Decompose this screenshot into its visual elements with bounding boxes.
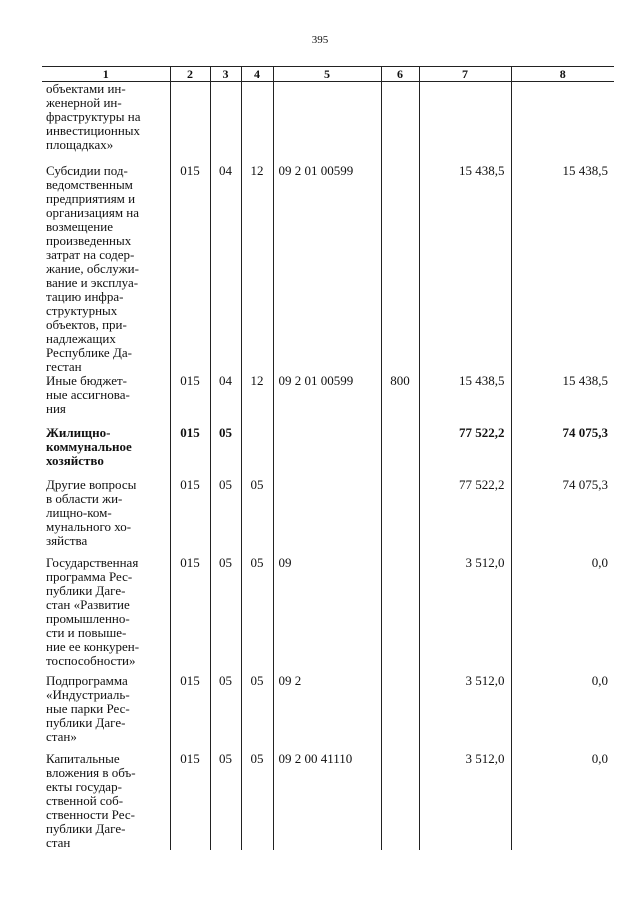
- row-name-text: Иные бюджет- ные ассигнова- ния: [46, 372, 130, 416]
- header-col-1: 1: [42, 67, 170, 82]
- row-amount-year1: 3 512,0: [419, 556, 511, 674]
- header-col-6: 6: [381, 67, 419, 82]
- row-name: [42, 752, 170, 850]
- row-amount-year2: 15 438,5: [511, 374, 614, 426]
- header-col-4: 4: [241, 67, 273, 82]
- row-ministry-code: 015: [170, 556, 210, 674]
- row-section-code: [210, 82, 241, 164]
- row-ministry-code: 015: [170, 426, 210, 478]
- row-expense-type: 800: [381, 374, 419, 426]
- row-amount-year2: 0,0: [511, 752, 614, 850]
- row-section-code: 05: [210, 426, 241, 478]
- header-col-2: 2: [170, 67, 210, 82]
- row-subsection-code: [241, 82, 273, 164]
- page-number: 395: [311, 34, 329, 46]
- header-col-5: 5: [273, 67, 381, 82]
- row-ministry-code: 015: [170, 374, 210, 426]
- table-row: [42, 752, 614, 850]
- table-row: [42, 82, 614, 164]
- table-body: [42, 82, 614, 850]
- row-amount-year1: 77 522,2: [419, 478, 511, 556]
- budget-table: [42, 66, 614, 850]
- row-name: [42, 674, 170, 752]
- row-ministry-code: 015: [170, 674, 210, 752]
- row-expense-type: [381, 674, 419, 752]
- row-ministry-code: [170, 82, 210, 164]
- row-section-code: 05: [210, 752, 241, 850]
- row-amount-year1: 77 522,2: [419, 426, 511, 478]
- row-expense-type: [381, 556, 419, 674]
- row-amount-year1: 15 438,5: [419, 164, 511, 374]
- row-section-code: 04: [210, 374, 241, 426]
- row-subsection-code: [241, 426, 273, 478]
- row-name: [42, 426, 170, 478]
- table-row: [42, 426, 614, 478]
- row-ministry-code: 015: [170, 752, 210, 850]
- row-amount-year1: 3 512,0: [419, 752, 511, 850]
- row-target-code: 09: [273, 556, 381, 674]
- header-col-3: 3: [210, 67, 241, 82]
- table-row: [42, 674, 614, 752]
- row-target-code: [273, 478, 381, 556]
- table-header: [42, 67, 614, 82]
- row-name-text: Другие вопросы в области жи- лищно-ком- мунального хо- зяйства: [46, 476, 137, 548]
- row-name-text: Подпрограмма «Индустриаль- ные парки Рес- публики Даге- стан»: [46, 672, 130, 744]
- row-name: [42, 478, 170, 556]
- row-amount-year2: 0,0: [511, 556, 614, 674]
- row-amount-year1: 15 438,5: [419, 374, 511, 426]
- row-target-code: 09 2 01 00599: [273, 374, 381, 426]
- table-row: [42, 556, 614, 674]
- row-target-code: 09 2: [273, 674, 381, 752]
- header-col-8: 8: [511, 67, 614, 82]
- row-name: [42, 82, 170, 164]
- row-target-code: [273, 426, 381, 478]
- row-amount-year2: 0,0: [511, 674, 614, 752]
- row-name: [42, 164, 170, 374]
- row-amount-year2: 74 075,3: [511, 478, 614, 556]
- row-name-text: Капитальные вложения в объ- екты государ- ственной соб- ственности Рес- публики Даге- стан: [46, 750, 136, 850]
- row-subsection-code: 05: [241, 674, 273, 752]
- row-subsection-code: 05: [241, 556, 273, 674]
- row-section-code: 05: [210, 674, 241, 752]
- row-name: [42, 374, 170, 426]
- row-amount-year2: 15 438,5: [511, 164, 614, 374]
- row-target-code: [273, 82, 381, 164]
- row-expense-type: [381, 478, 419, 556]
- row-amount-year2: 74 075,3: [511, 426, 614, 478]
- row-amount-year1: 3 512,0: [419, 674, 511, 752]
- row-name: [42, 556, 170, 674]
- row-amount-year2: [511, 82, 614, 164]
- row-subsection-code: 05: [241, 478, 273, 556]
- row-section-code: 05: [210, 478, 241, 556]
- row-name-text: Жилищно- коммунальное хозяйство: [46, 424, 132, 468]
- row-expense-type: [381, 164, 419, 374]
- row-section-code: 05: [210, 556, 241, 674]
- row-name-text: объектами ин- женерной ин- фраструктуры на инвестиционных площадках»: [46, 81, 141, 152]
- header-col-7: 7: [419, 67, 511, 82]
- row-expense-type: [381, 752, 419, 850]
- row-name-text: Субсидии под- ведомственным предприятиям и организациям на возмещение произведенных затрат на содер- жание, обслужи- вание и эксплуа- тацию инфра- структурных объектов, при- надлежащих Республике Да- гестан: [46, 162, 140, 374]
- row-subsection-code: 05: [241, 752, 273, 850]
- row-amount-year1: [419, 82, 511, 164]
- table-row: [42, 164, 614, 374]
- row-target-code: 09 2 01 00599: [273, 164, 381, 374]
- row-expense-type: [381, 82, 419, 164]
- table-row: [42, 478, 614, 556]
- row-section-code: 04: [210, 164, 241, 374]
- row-ministry-code: 015: [170, 478, 210, 556]
- row-expense-type: [381, 426, 419, 478]
- row-subsection-code: 12: [241, 164, 273, 374]
- row-name-text: Государственная программа Рес- публики Даге- стан «Развитие промышленно- сти и повыше- ние ее конкурен- тоспособности»: [46, 554, 140, 668]
- row-subsection-code: 12: [241, 374, 273, 426]
- row-target-code: 09 2 00 41110: [273, 752, 381, 850]
- table-row: [42, 374, 614, 426]
- row-ministry-code: 015: [170, 164, 210, 374]
